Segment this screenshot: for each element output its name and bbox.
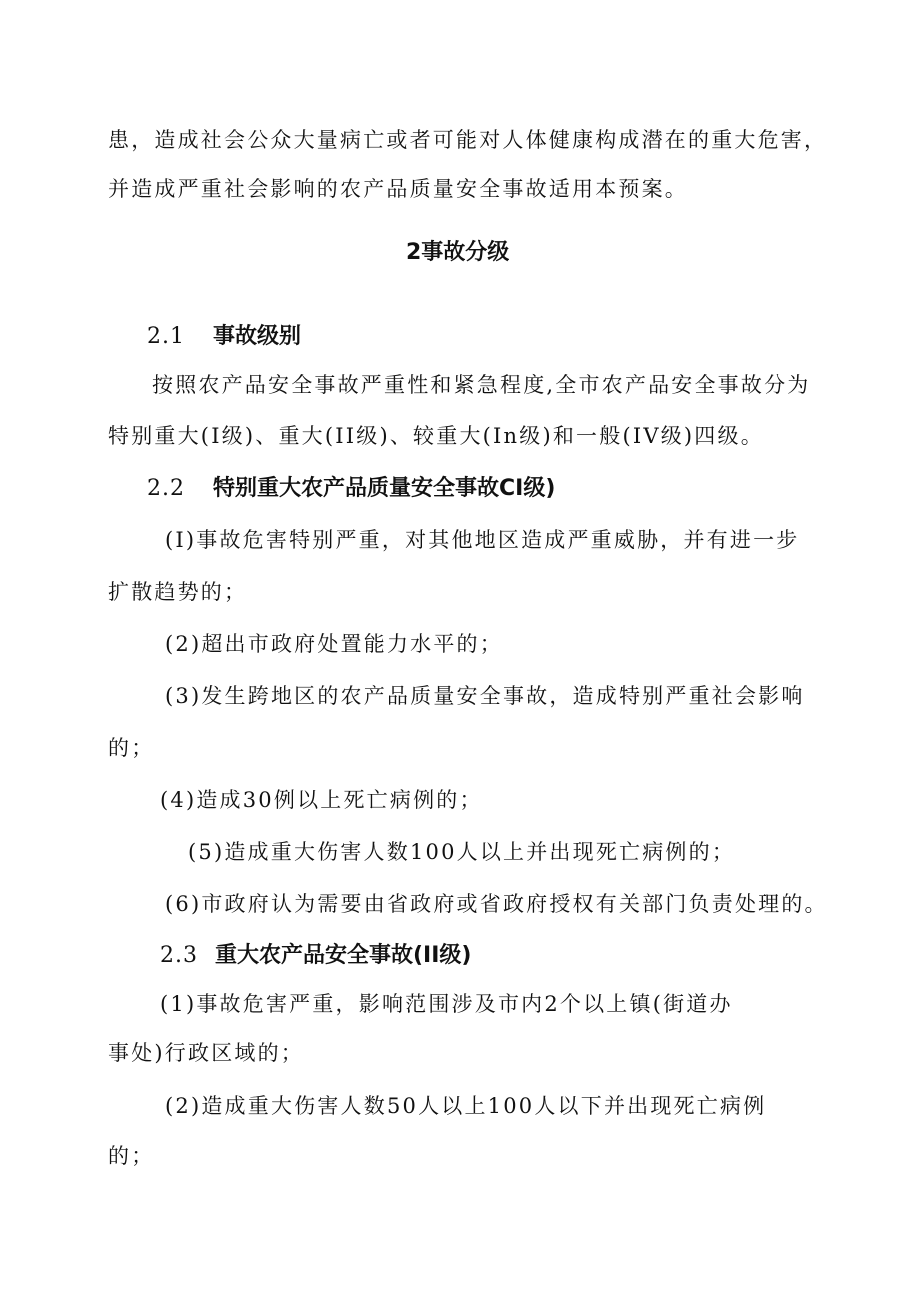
section-2-1-heading: [147, 322, 301, 352]
s22-item-4: (4)造成30例以上死亡病例的；: [160, 788, 483, 812]
s22-item-2: (2)超出市政府处置能力水平的；: [165, 632, 503, 656]
section-2-2-heading: [147, 474, 555, 504]
s22-item-6: (6)市政府认为需要由省政府或省政府授权有关部门负责处理的。: [165, 892, 828, 916]
section-title: 重大农产品安全事故(II级): [215, 943, 472, 968]
s22-item-1-line-2: 扩散趋势的；: [108, 580, 248, 604]
section-title: 事故级别: [213, 324, 302, 349]
section-number: 2.2: [147, 476, 185, 501]
section-title: 特别重大农产品质量安全事故CI级): [213, 476, 556, 501]
intro-line-1: 患，造成社会公众大量病亡或者可能对人体健康构成潜在的重大危害，: [108, 128, 828, 152]
s23-item-1-line-1: (1)事故危害严重，影响范围涉及市内2个以上镇(街道办: [160, 992, 733, 1016]
s21-para-line-2: 特别重大(I级)、重大(II级)、较重大(In级)和一般(IV级)四级。: [108, 424, 764, 448]
s23-item-2-line-1: (2)造成重大伤害人数50人以上100人以下并出现死亡病例: [165, 1094, 767, 1118]
intro-line-2: 并造成严重社会影响的农产品质量安全事故适用本预案。: [108, 177, 688, 201]
section-2-3-heading: [160, 941, 471, 971]
s21-para-line-1: 按照农产品安全事故严重性和紧急程度,全市农产品安全事故分为: [152, 373, 811, 397]
section-number: 2.3: [160, 943, 198, 968]
s23-item-2-line-2: 的；: [108, 1144, 155, 1168]
s22-item-5: (5)造成重大伤害人数100人以上并出现死亡病例的；: [188, 840, 736, 864]
chapter-title: 2事故分级: [406, 240, 510, 265]
s22-item-3-line-2: 的；: [108, 736, 155, 760]
s22-item-1-line-1: (I)事故危害特别严重，对其他地区造成严重威胁，并有进一步: [165, 528, 800, 552]
s23-item-1-line-2: 事处)行政区域的；: [108, 1041, 304, 1065]
s22-item-3-line-1: (3)发生跨地区的农产品质量安全事故，造成特别严重社会影响: [165, 684, 805, 708]
section-number: 2.1: [147, 324, 185, 349]
